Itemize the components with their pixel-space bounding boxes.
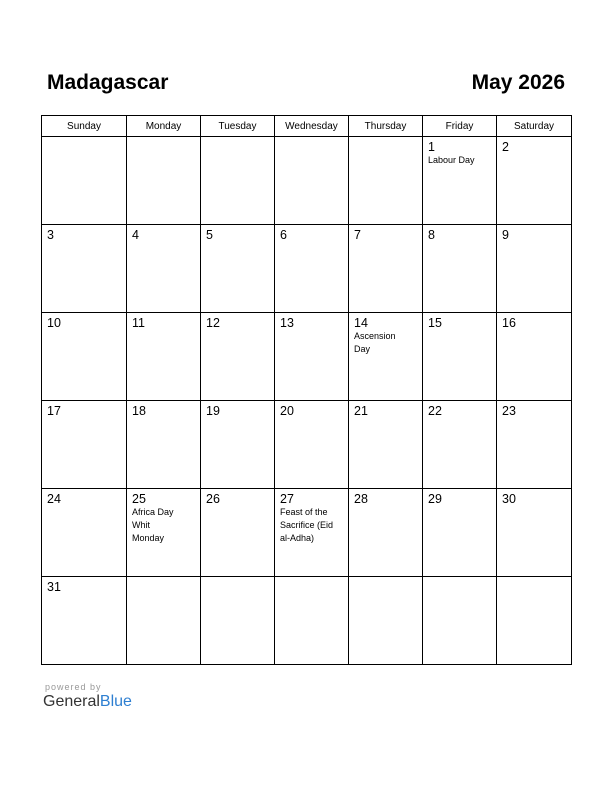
day-cell: [423, 489, 497, 577]
day-number: 28: [354, 492, 368, 506]
day-cell: [423, 401, 497, 489]
day-cell: [497, 401, 572, 489]
holiday-label: Monday: [132, 533, 165, 543]
weekday-friday: Friday: [423, 116, 497, 137]
holiday-list: [280, 506, 343, 545]
day-cell: [127, 137, 201, 225]
day-cell: [127, 225, 201, 313]
day-cell: [42, 401, 127, 489]
day-cell: [497, 577, 572, 665]
day-number: 11: [132, 316, 145, 330]
day-number: 10: [47, 316, 61, 330]
day-cell: [349, 489, 423, 577]
day-number: 21: [354, 404, 368, 418]
day-cell: [423, 577, 497, 665]
weekday-thursday: Thursday: [349, 116, 423, 137]
day-number: 31: [47, 580, 61, 594]
day-cell: [349, 577, 423, 665]
day-cell: [349, 225, 423, 313]
week-row: [42, 489, 572, 577]
day-number: 9: [502, 228, 509, 242]
week-row: [42, 313, 572, 401]
day-cell: [201, 137, 275, 225]
day-cell: [42, 225, 127, 313]
day-number: 18: [132, 404, 146, 418]
holiday-list: [354, 330, 417, 356]
day-cell: [201, 489, 275, 577]
brand-name: [43, 693, 132, 711]
day-cell: [42, 489, 127, 577]
day-cell: [497, 489, 572, 577]
day-cell: [275, 225, 349, 313]
day-cell: [497, 313, 572, 401]
holiday-label: Feast of the: [280, 507, 328, 517]
day-cell: [42, 577, 127, 665]
powered-by-label: powered by: [45, 682, 102, 692]
day-cell: [349, 137, 423, 225]
holiday-label: Day: [354, 344, 371, 354]
day-number: 4: [132, 228, 139, 242]
day-cell: [42, 313, 127, 401]
day-cell: [497, 137, 572, 225]
country-title: Madagascar: [47, 71, 169, 94]
day-cell: [497, 225, 572, 313]
day-cell: [127, 489, 201, 577]
day-cell: [423, 313, 497, 401]
week-row: [42, 137, 572, 225]
weekday-saturday: Saturday: [497, 116, 572, 137]
holiday-list: [132, 506, 195, 545]
week-row: [42, 401, 572, 489]
day-cell: [423, 225, 497, 313]
day-cell: [42, 137, 127, 225]
day-cell: [349, 313, 423, 401]
day-cell: [275, 489, 349, 577]
day-cell: [127, 577, 201, 665]
weekday-monday: Monday: [127, 116, 201, 137]
day-cell: [423, 137, 497, 225]
day-number: 13: [280, 316, 294, 330]
day-number: 8: [428, 228, 435, 242]
day-number: 16: [502, 316, 516, 330]
holiday-label: Ascension: [354, 331, 396, 341]
day-number: 14: [354, 316, 368, 330]
week-row: [42, 577, 572, 665]
brand-name-general: General: [43, 693, 100, 710]
day-number: 3: [47, 228, 54, 242]
day-cell: [275, 313, 349, 401]
weekday-wednesday: Wednesday: [275, 116, 349, 137]
day-number: 5: [206, 228, 213, 242]
holiday-list: [428, 154, 491, 167]
day-number: 24: [47, 492, 61, 506]
holiday-label: al-Adha): [280, 533, 315, 543]
day-number: 12: [206, 316, 220, 330]
day-cell: [275, 401, 349, 489]
day-cell: [127, 401, 201, 489]
week-row: [42, 225, 572, 313]
calendar-grid: [41, 115, 572, 665]
day-cell: [201, 577, 275, 665]
day-cell: [201, 225, 275, 313]
day-cell: [127, 313, 201, 401]
day-number: 20: [280, 404, 294, 418]
holiday-label: Labour Day: [428, 155, 475, 165]
day-cell: [201, 313, 275, 401]
holiday-label: Sacrifice (Eid: [280, 520, 334, 530]
day-number: 25: [132, 492, 146, 506]
day-number: 15: [428, 316, 442, 330]
day-cell: [275, 577, 349, 665]
day-number: 7: [354, 228, 361, 242]
month-title: May 2026: [471, 71, 565, 94]
day-cell: [275, 137, 349, 225]
brand-name-blue: Blue: [99, 693, 132, 710]
day-number: 23: [502, 404, 516, 418]
weekday-sunday: Sunday: [42, 116, 127, 137]
day-number: 1: [428, 140, 435, 154]
day-number: 17: [47, 404, 61, 418]
weekday-header-row: [42, 116, 572, 137]
day-number: 27: [280, 492, 294, 506]
day-number: 26: [206, 492, 220, 506]
weekday-tuesday: Tuesday: [201, 116, 275, 137]
holiday-label: Whit: [132, 520, 150, 530]
day-cell: [201, 401, 275, 489]
day-number: 30: [502, 492, 516, 506]
day-number: 29: [428, 492, 442, 506]
day-number: 22: [428, 404, 442, 418]
day-cell: [349, 401, 423, 489]
brand-logo: [43, 682, 132, 711]
day-number: 2: [502, 140, 509, 154]
day-number: 6: [280, 228, 287, 242]
day-number: 19: [206, 404, 220, 418]
holiday-label: Africa Day: [132, 507, 174, 517]
